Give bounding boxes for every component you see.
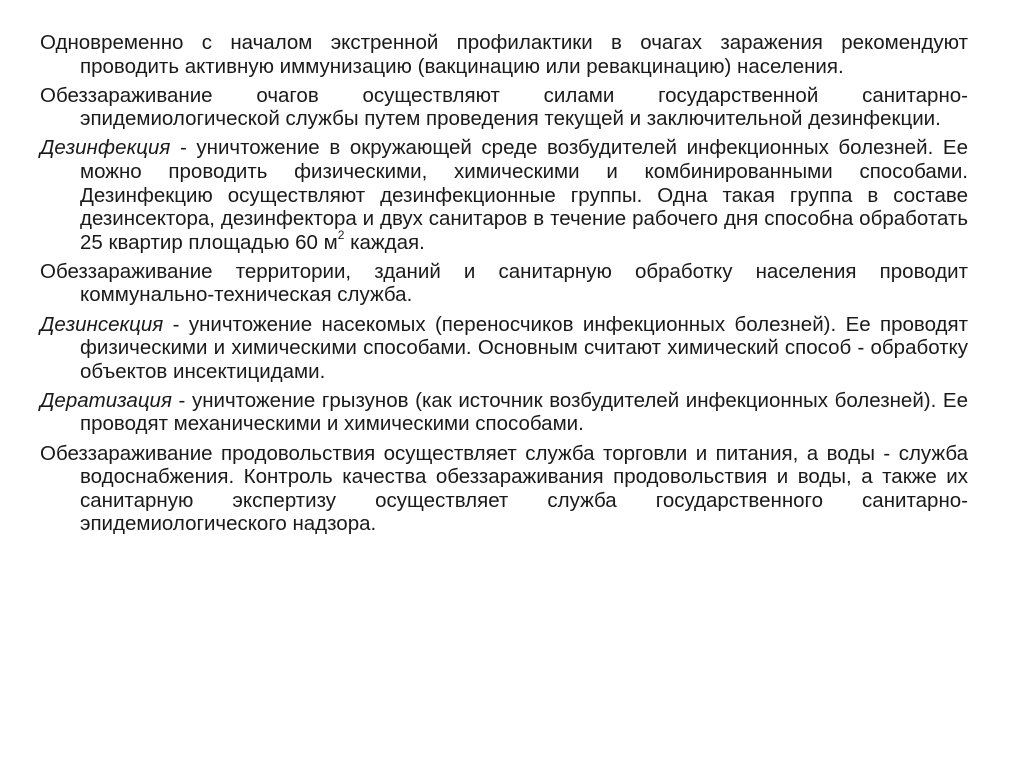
paragraph-territory-treatment — [40, 260, 968, 307]
paragraph-text: - уничтожение в окружающей среде возбудителей инфекционных болезней. Ее можно проводить физическими, химическими и комбинированными способами. Дезинфекцию осуществляют дезинфекционные группы. Одна такая группа в составе дезинсектора, дезинфектора и двух санитаров в течение рабочего дня способна обработать 25 квартир площадью 60 м — [80, 136, 968, 254]
paragraph-focus-disinfection — [40, 84, 968, 131]
paragraph-text: - уничтожение насекомых (переносчиков инфекционных болезней). Ее проводят физическими и химическими способами. Основным считают химический способ - обработку объектов инсектицидами. — [80, 312, 968, 383]
paragraph-food-water — [40, 442, 968, 536]
slide-body — [40, 31, 968, 541]
paragraph-text: Обеззараживание территории, зданий и санитарную обработку населения проводит коммунально-техническая служба. — [40, 259, 968, 307]
paragraph-deratization — [40, 389, 968, 436]
term-disinfection: Дезинфекция — [40, 136, 171, 160]
paragraph-text: Одновременно с началом экстренной профилактики в очагах заражения рекомендуют проводить активную иммунизацию (вакцинацию или ревакцинацию) населения. — [40, 31, 968, 78]
paragraph-disinsection — [40, 313, 968, 384]
paragraph-text: Обеззараживание продовольствия осуществляет служба торговли и питания, а воды - служба водоснабжения. Контроль качества обеззараживания продовольствия и воды, а также их санитарную экспертизу осуществляет служба государственного санитарно-эпидемиологического надзора. — [40, 441, 968, 536]
paragraph-text: Обеззараживание очагов осуществляют силами государственной санитарно-эпидемиологической службы путем проведения текущей и заключительной дезинфекции. — [40, 83, 968, 131]
superscript-squared: 2 — [337, 227, 345, 242]
paragraph-disinfection — [40, 136, 968, 254]
term-disinsection: Дезинсекция — [40, 312, 164, 336]
paragraph-text-tail: каждая. — [344, 230, 425, 254]
paragraph-immunization — [40, 31, 968, 78]
paragraph-text: - уничтожение грызунов (как источник возбудителей инфекционных болезней). Ее проводят механическими и химическими способами. — [80, 388, 968, 436]
term-deratization: Дератизация — [40, 388, 172, 412]
